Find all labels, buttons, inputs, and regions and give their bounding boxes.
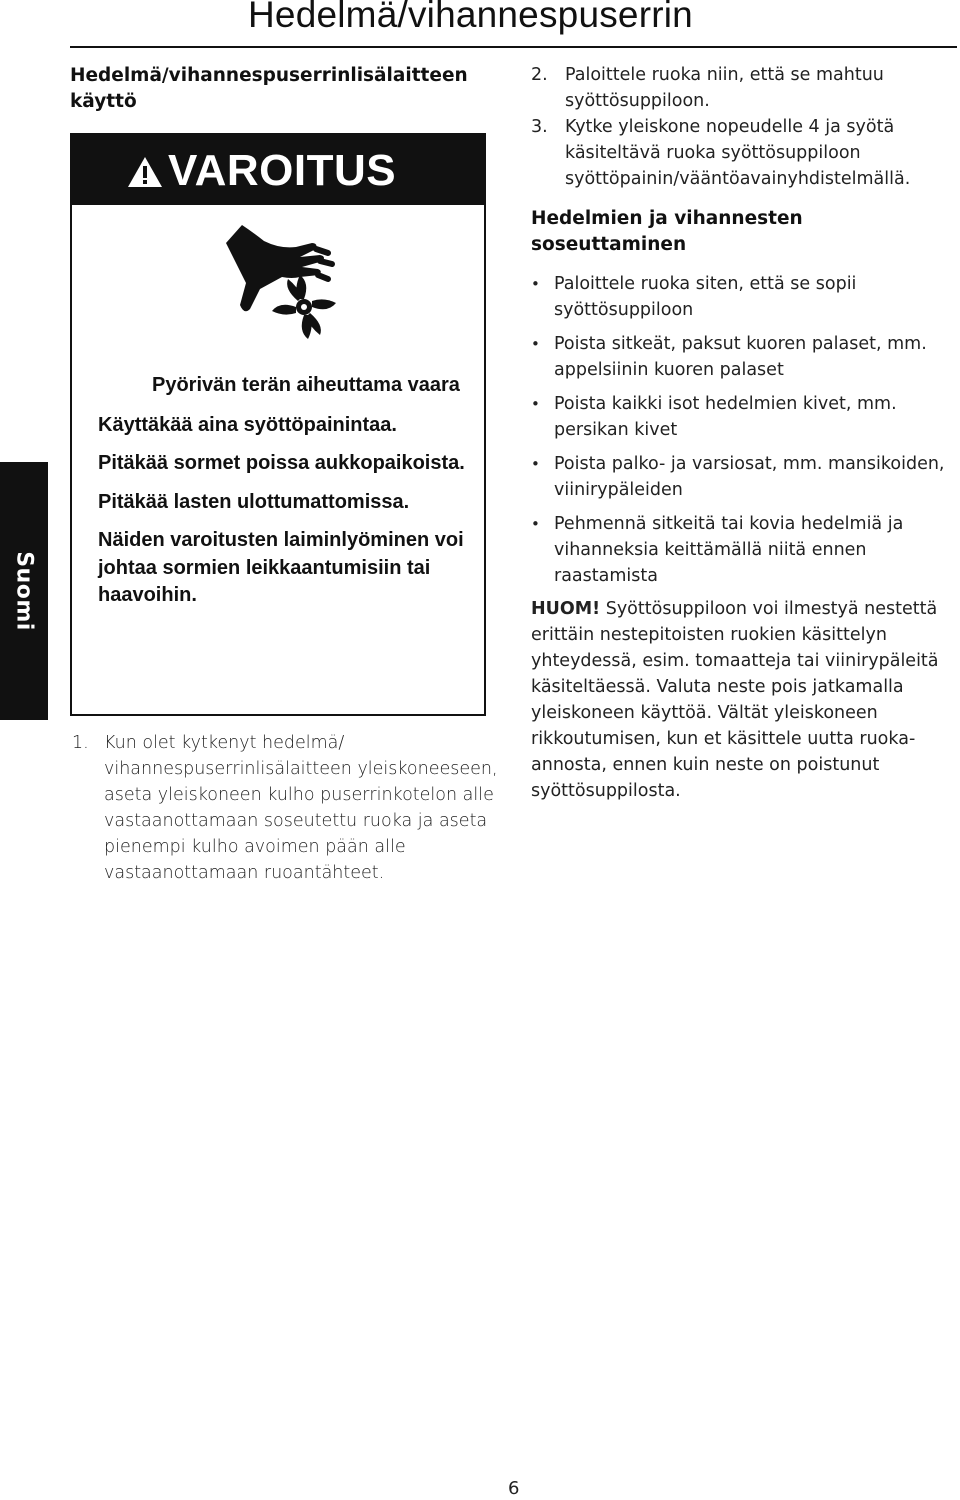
hazard-title: Pyörivän terän aiheuttama vaara [152,374,460,396]
language-tab [0,462,48,720]
list-item [531,511,951,589]
warning-line: Pitäkää sormet poissa aukkopaikoista. [98,452,465,474]
warning-body [98,372,468,621]
warning-line: Käyttäkää aina syöttöpainintaa. [98,413,397,436]
step-number: 3. [531,117,548,137]
header-rule [70,46,957,48]
bullet-icon: • [531,455,540,473]
step-2 [531,62,951,114]
page-title: Hedelmä/vihannespuserrin [248,0,693,35]
bullet-icon: • [531,275,540,293]
language-tab-label: Suomi [11,551,37,631]
section-heading-usage: Hedelmä/vihannespuserrinlisälaitteen käyttö [70,65,468,112]
bullet-icon: • [531,395,540,413]
list-item [531,271,951,323]
warning-line: Näiden varoitusten laiminlyöminen voi johtaa sormien leikkaantumisiin tai haavoihin. [98,529,464,606]
list-item-text: Paloittele ruoka siten, että se sopii syöttösuppiloon [554,274,857,320]
warning-banner [72,135,484,205]
bullet-icon: • [531,335,540,353]
step-3 [531,114,951,192]
hand-blade-hazard-icon [220,219,350,343]
step-number: 2. [531,65,548,85]
note-text: Syöttösuppiloon voi ilmestyä nestettä erittäin nestepitoisten ruokien käsittelyn yhteydessä, esim. tomaatteja tai viinirypäleitä käsiteltäessä. Valuta neste pois jatkamalla yleiskoneen käyttöä. Vältät yleiskoneen rikkoutumisen, kun et käsittele uutta ruoka-annosta, ennen kuin neste on poistunut syöttösuppilosta. [531,599,939,801]
list-item [531,331,951,383]
list-item-text: Pehmennä sitkeitä tai kovia hedelmiä ja vihanneksia keittämällä niitä ennen raastamista [554,514,904,586]
page-number: 6 [508,1478,520,1499]
section-heading-pureeing: Hedelmien ja vihannesten soseuttaminen [531,208,803,255]
step-text: Paloittele ruoka niin, että se mahtuu syöttösuppiloon. [565,65,884,111]
bullet-icon: • [531,515,540,533]
step-1 [72,730,512,886]
tips-list [531,271,951,597]
note-paragraph [531,596,956,804]
note-label: HUOM! [531,599,601,619]
list-item-text: Poista sitkeät, paksut kuoren palaset, mm. appelsiinin kuoren palaset [554,334,927,380]
warning-triangle-icon [126,155,164,189]
steps-list [531,62,951,192]
list-item [531,451,951,503]
warning-line: Pitäkää lasten ulottumattomissa. [98,490,410,513]
list-item-text: Poista palko- ja varsiosat, mm. mansikoiden, viinirypäleiden [554,454,945,500]
step-number: 1. [72,733,89,753]
warning-box [70,133,486,716]
list-item [531,391,951,443]
list-item-text: Poista kaikki isot hedelmien kivet, mm. persikan kivet [554,394,897,440]
step-text: Kun olet kytkenyt hedelmä/ vihannespuserrinlisälaitteen yleiskoneeseen, aseta yleiskoneen kulho puserrinkotelon alle vastaanottamaan soseutettu ruoka ja aseta pienempi kulho avoimen pään alle vastaanottamaan ruoantähteet. [104,733,498,883]
warning-signal-word: VAROITUS [168,146,397,195]
step-text: Kytke yleiskone nopeudelle 4 ja syötä käsiteltävä ruoka syöttösuppiloon syöttöpainin/vääntöavainyhdistelmällä. [565,117,911,189]
